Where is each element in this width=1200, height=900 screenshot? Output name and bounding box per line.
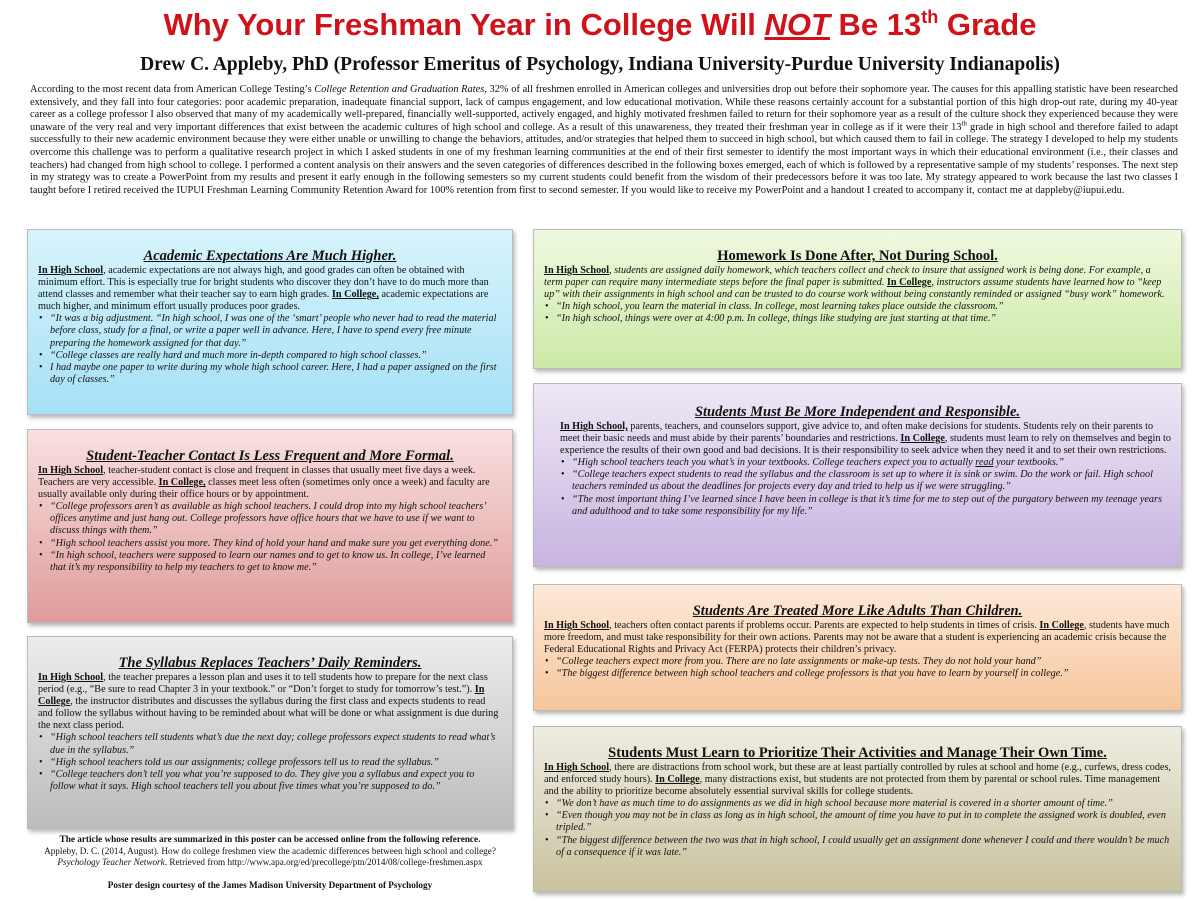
box-heading: Student-Teacher Contact Is Less Frequent and More Formal. (86, 448, 454, 464)
quote-item: • “College teachers expect students to read the syllabus and the classroom is set up to where it is sink or swim. Do the work or fail. High school teachers reminded us about the deadlines for projects every day and tried to help us if we were struggling.” (572, 469, 1171, 493)
box-student-teacher-contact (27, 429, 513, 623)
reference-retrieval: Psychology Teacher Network. Retrieved from http://www.apa.org/ed/precollege/ptn/2014/08/college-freshmen.aspx (57, 857, 483, 867)
reference-footer (30, 834, 510, 869)
quote-item: • “High school teachers assist you more. They kind of hold your hand and make sure you get everything done.” (50, 538, 502, 550)
quote-item: • I had maybe one paper to write during my whole high school career. Here, I had a paper assigned on the first day of classes.” (50, 362, 502, 386)
box-heading: Students Must Learn to Prioritize Their Activities and Manage Their Own Time. (608, 745, 1107, 761)
quote-item: • “The biggest difference between high school teachers and college professors is that you have to learn by yourself in college.” (556, 668, 1171, 680)
quote-item: • “College classes are really hard and much more in-depth compared to high school classes.” (50, 350, 502, 362)
box-heading: Students Must Be More Independent and Responsible. (694, 404, 1021, 420)
box-independent-responsible (533, 383, 1182, 567)
box-heading: Homework Is Done After, Not During School. (717, 248, 998, 264)
box-heading: The Syllabus Replaces Teachers’ Daily Reminders. (118, 655, 422, 671)
quote-item: • “In high school, you learn the material in class. In college, most learning takes place outside the classroom.” (556, 301, 1171, 313)
quote-item: • “High school teachers told us our assignments; college professors tell us to read the syllabus.” (50, 757, 502, 769)
quote-item: • “We don’t have as much time to do assignments as we did in high school because more material is covered in a shorter amount of time.” (556, 798, 1171, 810)
quote-list (560, 457, 1171, 517)
intro-source: College Retention and Graduation Rates (314, 84, 485, 95)
box-syllabus (27, 636, 513, 829)
box-prioritize-time (533, 726, 1182, 892)
title-not: NOT (764, 7, 830, 42)
reference-citation: Appleby, D. C. (2014, August). How do college freshmen view the academic differences between high school and college? (44, 845, 496, 856)
box-heading: Students Are Treated More Like Adults Than Children. (692, 603, 1023, 619)
quote-list (544, 656, 1171, 680)
quote-item: • “Even though you may not be in class as long as in high school, the amount of time you have to put in to complete the assigned work is doubled, even tripled.” (556, 810, 1171, 834)
box-body: In High School, teacher-student contact is close and frequent in classes that usually meet five days a week. Teachers are very accessible. In College, classes meet less often (sometimes only once a week) and faculty are usually available only during their office hours or by appointment. (38, 465, 490, 501)
box-body: In High School, teachers often contact parents if problems occur. Parents are expected to help students in times of crisis. In College, students have much more freedom, and must take responsibility for their own actions. Parents may not be aware that a student is experiencing an academic crisis because the Federal Educational Rights and Privacy Act (FERPA) protects their children’s privacy. (544, 620, 1170, 656)
box-treated-like-adults (533, 584, 1182, 711)
quote-item: • “College professors aren’t as available as high school teachers. I could drop into my high school teachers’ offices anytime and just hang out. College professors have office hours that we have to use if we want to discuss things with them.” (50, 501, 502, 537)
quote-item: • “It was a big adjustment. “In high school, I was one of the ‘smart’ people who never had to read the material before class, study for a final, or write a paper well in advance. Here, I have to spend every free minute preparing the homework assigned for that day.” (50, 313, 502, 349)
reference-intro: The article whose results are summarized in this poster can be accessed online from the following reference. (59, 834, 481, 844)
quote-item: • “In high school, things were over at 4:00 p.m. In college, things like studying are just starting at that time.” (556, 313, 1171, 325)
author-line: Drew C. Appleby, PhD (Professor Emeritus of Psychology, Indiana University-Purdue University Indianapolis) (140, 54, 1060, 75)
design-credit: Poster design courtesy of the James Madison University Department of Psychology (107, 880, 433, 890)
intro-paragraph: According to the most recent data from American College Testing’s College Retention and Graduation Rates, 32% of all freshmen enrolled in American colleges and universities drop out before their sophomore year. The causes for this appalling statistic have been researched extensively, and they fall into four categories: poor academic preparation, inadequate financial support, lack of campus engagement, and low educational motivation. While these reasons certainly account for a substantial portion of this high drop-out rate, during my 40-year career as a college professor I also observed that many of my academically well-prepared, financially well-supported, actively engaged, and highly motivated freshmen failed to return for their sophomore year as a result of the culture shock they experienced because they were unaware of the very real and very important differences that exist between the academic cultures of high school and college. As a result of this unawareness, they treated their freshman year in college as if it were their 13th grade in high school and therefore failed to adapt successfully to their new academic environment because they were either unable or unwilling to change the behaviors, attitudes, and/or strategies that helped them to succeed in high school, but which caused them to fail in college. The strategy I developed to help my students overcome this challenge was to perform a qualitative research project in which I asked students in one of my freshman learning communities at the end of their first semester to identify the most important ways in which their educational environment (i.e., their classes and teachers) had changed from high school to college. I performed a content analysis on their answers and the seven categories of differences described in the following boxes emerged, each of which is followed by a representative sample of my students’ responses. The next step in my strategy was to create a PowerPoint from my results and present it early enough in the following semesters so my current students could benefit from the wisdom of their predecessors before it was too late. My strategy appeared to work because the last two classes I taught before I retired received the IUPUI Freshman Learning Community Retention Award for 100% retention from first to second semester. If you would like to receive my PowerPoint and a handout I created to accompany it, contact me at dappleby@iupui.edu. (30, 84, 1178, 196)
quote-list (544, 301, 1171, 325)
quote-item: • “High school teachers tell students what’s due the next day; college professors expect students to read what’s due in the syllabus.” (50, 732, 502, 756)
quote-item: • “College teachers don’t tell you what you’re supposed to do. They give you a syllabus and expect you to follow what it says. High school teachers tell you about five times what you’re supposed to do.” (50, 769, 502, 793)
box-body: In High School, the teacher prepares a lesson plan and uses it to tell students how to prepare for the next class period (e.g., “Be sure to read Chapter 3 in your textbook.” or “Don’t forget to study for tomorrow’s test.”). In College, the instructor distributes and discusses the syllabus during the first class and expects students to read and follow the syllabus without having to be reminded about what will be done or what assignment is due during the next class period. (38, 672, 499, 732)
box-body: In High School, academic expectations are not always high, and good grades can often be obtained with minimum effort. This is especially true for bright students who discover they don’t have to do much more than attend classes and remember what their teacher say to earn high grades. In College, academic expectations are much higher, and minimum effort usually produces poor grades. (38, 265, 489, 313)
quote-list (38, 501, 502, 574)
box-academic-expectations (27, 229, 513, 415)
poster-title: Why Your Freshman Year in College Will NOT Be 13th Grade (163, 7, 1037, 42)
quote-item: • “The biggest difference between the two was that in high school, I could usually get an assignment done whenever I could and there wouldn’t be much of a consequence if it was late.” (556, 835, 1171, 859)
quote-list (38, 732, 502, 792)
box-homework (533, 229, 1182, 369)
quote-list (38, 313, 502, 386)
box-body: In High School, parents, teachers, and counselors support, give advice to, and often make decisions for students. Students rely on their parents to meet their basic needs and must abide by their parents’ boundaries and restrictions. In College, students must learn to rely on themselves and begin to experience the results of their own good and bad decisions. It is their responsibility to seek advice when they need it and to set their own restrictions. (560, 421, 1171, 457)
quote-item: • “High school teachers teach you what’s in your textbooks. College teachers expect you to actually read your textbooks.” (572, 457, 1171, 469)
quote-item: • “College teachers expect more from you. There are no late assignments or make-up tests. They do not hold your hand” (556, 656, 1171, 668)
quote-item: • “The most important thing I’ve learned since I have been in college is that it’s time for me to step out of the purgatory between my teenage years and adulthood and to take some responsibility for my life.” (572, 494, 1171, 518)
quote-list (544, 798, 1171, 858)
box-body: In High School, there are distractions from school work, but these are at least partially controlled by rules at school and home (e.g., curfews, dress codes, and enforced study hours). In College, many distractions exist, but students are not protected from them by parental or school rules. Time management and the ability to prioritize become absolutely essential survival skills for college students. (544, 762, 1171, 798)
quote-item: • “In high school, teachers were supposed to learn our names and to get to know us. In college, I’ve learned that it’s my responsibility to help my teachers to get to know me.” (50, 550, 502, 574)
box-heading: Academic Expectations Are Much Higher. (143, 248, 397, 264)
box-body: In High School, students are assigned daily homework, which teachers collect and check to insure that assigned work is being done. For example, a term paper can require many intermediate steps before the final paper is submitted. In College, instructors assume students have learned how to “keep up” with their assignments in high school and can be trusted to do course work without being constantly reminded or assigned “busy work” homework. (544, 265, 1165, 301)
